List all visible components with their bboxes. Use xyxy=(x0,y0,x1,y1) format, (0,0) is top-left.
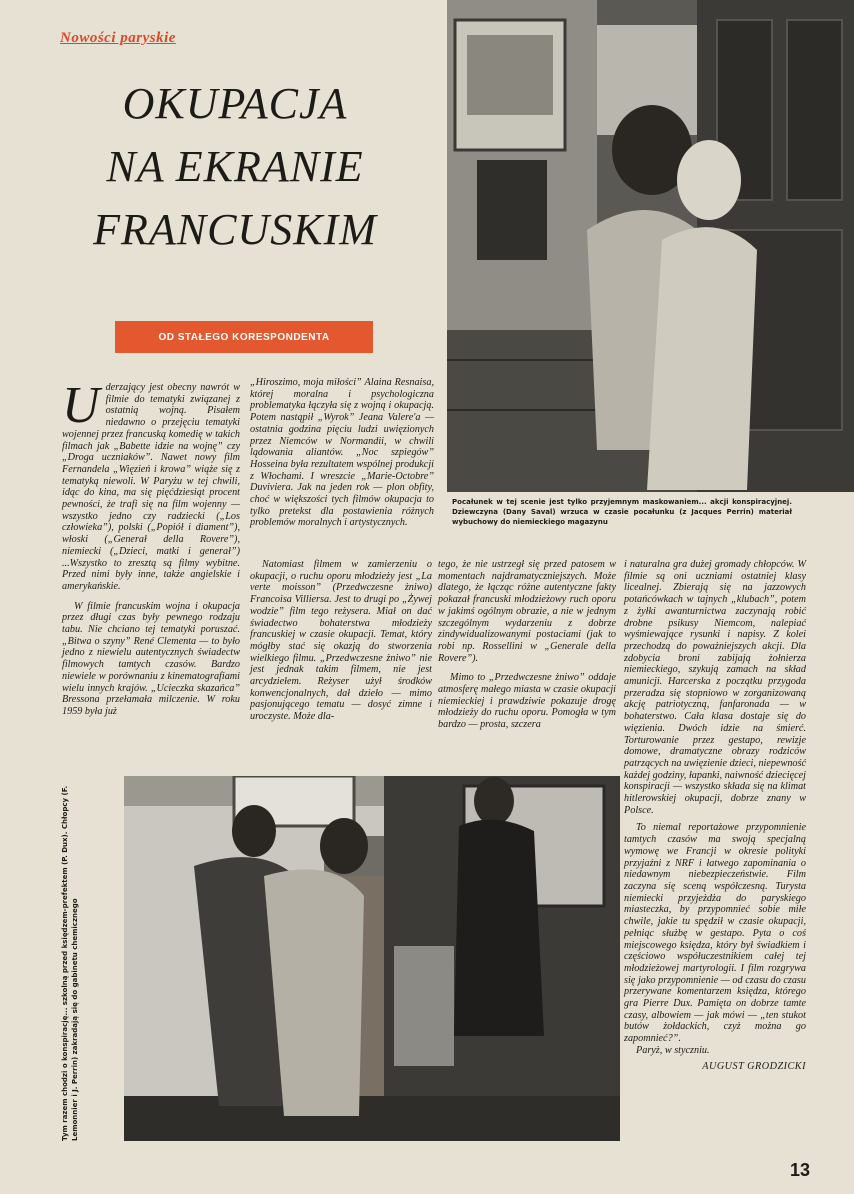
page-number: 13 xyxy=(790,1160,811,1180)
article-column-3 xyxy=(250,559,432,723)
paragraph-films-list: „Hiroszimo, moja miłości” Alaina Resnaisa, której moralna i psychologiczna problematyka łączyła się z wojną i okupacją. Potem nastąpił „Wyrok” Jeana Valere'a — ostatnia godzina pięciu ludzi uwięzionych przez Niemców w Normandii, w chwili lądowania aliantów. „Noc szpiegów” Hosseina była rezultatem wspólnej produkcji z Włochami. I wreszcie „Marie-Octobre” Duviviera. Jak na jeden rok — plon obfity, choć w większości tych filmów okupacja to tylko pretekst dla postawienia różnych problemów moralnych i artystycznych. xyxy=(250,377,434,529)
top-photo-caption: Pocałunek w tej scenie jest tylko przyjemnym maskowaniem... akcji konspiracyjnej. Dziewczyna (Dany Saval) wrzuca w czasie pocałunku (z Jacques Perrin) materiał wybuchowy do niemieckiego magazynu xyxy=(452,498,792,526)
paragraph-verte-moisson: Natomiast filmem w zamierzeniu o okupacji, o ruchu oporu młodzieży jest „La verte moisson” (Przedwczesne żniwo) Francoisa Villiersa. Jest to drugi po „Żywej wodzie” film tego reżysera. Miał on dać świadectwo bohaterstwa młodzieży francuskiej w czasie okupacji. Temat, który mógłby stać się okazją do stworzenia wielkiego filmu. „Przedwczesne żniwo” nie jest jednak takim filmem, nie jest arcydziełem. Reżyser użył środków konwencjonalnych, dał dzieło — mimo pasjonującego tematu — dosyć zimne i uroczyste. Może dla- xyxy=(250,559,432,723)
drop-cap: U xyxy=(62,377,100,434)
paragraph-intro xyxy=(62,377,240,593)
headline-line-3: FRANCUSKIM xyxy=(93,204,377,254)
headline-line-1: OKUPACJA xyxy=(122,79,348,128)
section-kicker: Nowości paryskie xyxy=(60,30,176,46)
byline-banner: OD STAŁEGO KORESPONDENTA xyxy=(115,321,373,353)
photo-school-scene xyxy=(124,776,620,1141)
photo-kiss-illustration xyxy=(447,0,854,492)
article-column-1 xyxy=(62,377,240,718)
paragraph-atmosphere: Mimo to „Przedwczesne żniwo” oddaje atmosferę małego miasta w czasie okupacji niemieckiej i prawdziwie pokazuje drogę młodzieży do ruchu oporu. Pomogła w tym bardzo — prosta, szczera xyxy=(438,672,616,731)
article-column-4 xyxy=(438,559,616,731)
photo-kiss-scene xyxy=(447,0,854,492)
article-headline xyxy=(30,78,440,266)
paragraph-reportage: To niemal reportażowe przypomnienie tamtych czasów ma swoją specjalną wymowę we Francji w okresie polityki przyjaźni z NRF i łatwego zapominania o niedawnym niebezpieczeństwie. Film zaczyna się sceną współczesną. Turysta niemiecki przyjeżdża do paryskiego miasteczka, by przypomnieć sobie miłe chwile, jakie tu spędził w czasie okupacji, pełniąc służbę w gestapo. Pyta o coś miejscowego księdza, który był świadkiem i częściowo współuczestnikiem całej tej młodzieżowej martyrologii. I film rozgrywa się jako przypomnienie — od czasu do czasu przerywane komentarzem księdza, którego gra Pierre Dux. Pamięta on dobrze tamte czasy, albowiem — jak mówi — „ten stukot butów żołdackich, czyż można go zapomnieć?”. xyxy=(624,822,806,1045)
photo-school-illustration xyxy=(124,776,620,1141)
article-column-2 xyxy=(250,377,434,529)
headline-line-2: NA EKRANIE xyxy=(106,141,364,191)
signoff-place-date: Paryż, w styczniu. xyxy=(636,1044,710,1056)
paragraph-intro-text: derzający jest obecny nawrót w filmie do tematyki związanej z ostatnią wojną. Pisałem niedawno o przejęciu tematyki wojennej przez francuską komedię w takich filmach jak „Babette idzie na wojnę” czy „Droga uczniaków”. Nawet nowy film Fernandela „Więzień i krowa” wiąże się z tematyką niewoli. W Paryżu w tej chwili, idąc do kina, ma się pięćdziesiąt procent pewności, że trafi się na film wojenny — wszystko jedno czy radziecki („Los człowieka”), polski („Popiół i diament”), włoski („Generał della Rovere”), niemiecki („Dzieci, matki i generał”) ...Wszystko to zresztą są filmy wybitne. Przed nimi były inne, także angielskie i amerykańskie. xyxy=(62,382,240,592)
paragraph-pathos: tego, że nie ustrzegł się przed patosem w momentach najdramatyczniejszych. Może dlatego, że łącząc różne autentyczne fakty pokazał francuski młodzieżowy ruch oporu w jakimś ogólnym obrazie, a nie w jednym szczególnym wydarzeniu z dobrze zindywidualizowanymi postaciami (jak to robi np. Rossellini w „Generale della Rovere”). xyxy=(438,559,616,664)
article-column-5 xyxy=(624,559,806,1072)
paragraph-boys: i naturalna gra dużej gromady chłopców. W filmie są oni uczniami ostatniej klasy licealnej. Zbierają się na jazzowych potańcówkach w tajnych „klubach”, potem z żyłki awanturnictwa zaczynają robić drobne psikusy Niemcom, nalepiać wyśmiewające rysunki i napisy. Z kolei przechodzą do poważniejszych akcji. Dla zdobycia broni zabijają żołnierza niemieckiego, szykują zamach na skład amunicji. Harcerska z początku przygoda przeradza się stopniowo w zorganizowaną akcję patriotyczną, fanfaronada — w bohaterstwo. Cała klasa dostaje się do więzienia. Dwóch idzie na śmierć. Torturowanie przez gestapo, rewizje domowe, dramatyczne obrazy rodziców patrzących na uwięzienie dzieci, niepewność każdej godziny, łapanki, naiwność dziecięcej konspiracji — wszystko składa się na klimat hitlerowskiej okupacji, dobrze znany w Polsce. xyxy=(624,559,806,816)
bottom-photo-caption: Tym razem chodzi o konspirację... szkolną przed księdzem-prefektem (P. Dux). Chłopcy (F. Lemonnier i J. Perrin) zakradają się do gabinetu chemicznego xyxy=(61,785,79,1141)
author-name: AUGUST GRODZICKI xyxy=(702,1060,806,1072)
paragraph-taboo: W filmie francuskim wojna i okupacja przez długi czas były pewnego rodzaju tabu. Nie chciano tej tematyki poruszać. „Bitwa o szyny” René Clementa — to było jedno z niewielu autentycznych świadectw filmowych tamtych czasów. Bardzo niewiele w porównaniu z kinematografiami wielu innych krajów. „Ucieczka skazańca” Bressona przełamała milczenie. W roku 1959 była już xyxy=(62,600,240,717)
